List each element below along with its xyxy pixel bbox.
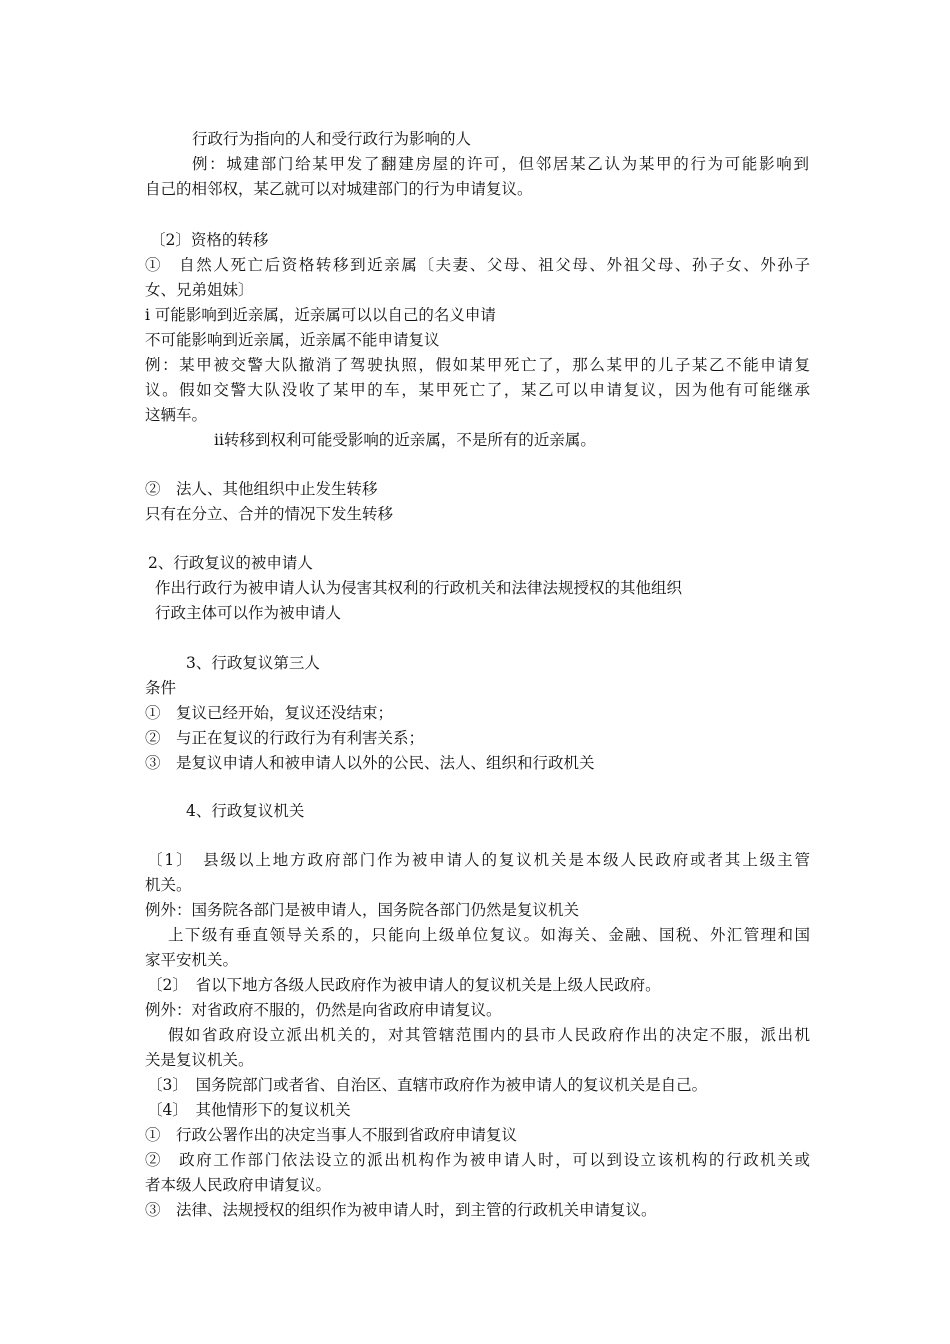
text-line: 这辆车。 bbox=[145, 406, 208, 424]
text-line: 只有在分立、合并的情况下发生转移 bbox=[145, 505, 394, 523]
text-line: 者本级人民政府申请复议。 bbox=[145, 1176, 332, 1194]
section-heading: 4、行政复议机关 bbox=[186, 802, 305, 820]
text-line: ③ 是复议申请人和被申请人以外的公民、法人、组织和行政机关 bbox=[145, 754, 595, 772]
text-line: ③ 法律、法规授权的组织作为被申请人时，到主管的行政机关申请复议。 bbox=[145, 1201, 657, 1219]
text-line: ① 复议已经开始，复议还没结束； bbox=[145, 704, 394, 722]
text-line: 不可能影响到近亲属，近亲属不能申请复议 bbox=[145, 331, 440, 349]
text-line: 条件 bbox=[145, 679, 177, 697]
text-line: ① 自然人死亡后资格转移到近亲属〔夫妻、父母、祖父母、外祖父母、孙子女、外孙子 bbox=[145, 256, 810, 274]
section-heading: 3、行政复议第三人 bbox=[186, 654, 320, 672]
text-line: 例外：对省政府不服的，仍然是向省政府申请复议。 bbox=[145, 1001, 502, 1019]
text-line: ② 法人、其他组织中止发生转移 bbox=[145, 480, 378, 498]
text-line: 上下级有垂直领导关系的，只能向上级单位复议。如海关、金融、国税、外汇管理和国 bbox=[168, 926, 810, 944]
text-line: i 可能影响到近亲属，近亲属可以以自己的名义申请 bbox=[145, 306, 496, 324]
text-line: ② 与正在复议的行政行为有利害关系； bbox=[145, 729, 425, 747]
section-heading: 2、行政复议的被申请人 bbox=[148, 554, 313, 572]
text-line: 关是复议机关。 bbox=[145, 1051, 254, 1069]
text-line: 家平安机关。 bbox=[145, 951, 239, 969]
text-line: 例外：国务院各部门是被申请人，国务院各部门仍然是复议机关 bbox=[145, 901, 580, 919]
text-line: 例：某甲被交警大队撤消了驾驶执照，假如某甲死亡了，那么某甲的儿子某乙不能申请复 bbox=[145, 356, 810, 374]
text-line: 假如省政府设立派出机关的，对其管辖范围内的县市人民政府作出的决定不服，派出机 bbox=[168, 1026, 810, 1044]
text-line: 〔3〕 国务院部门或者省、自治区、直辖市政府作为被申请人的复议机关是自己。 bbox=[147, 1076, 708, 1094]
text-line: 例：城建部门给某甲发了翻建房屋的许可，但邻居某乙认为某甲的行为可能影响到 bbox=[192, 155, 809, 173]
text-line: 作出行政行为被申请人认为侵害其权利的行政机关和法律法规授权的其他组织 bbox=[155, 579, 683, 597]
text-line: 〔2〕 省以下地方各级人民政府作为被申请人的复议机关是上级人民政府。 bbox=[147, 976, 661, 994]
text-line: 自己的相邻权，某乙就可以对城建部门的行为申请复议。 bbox=[145, 180, 533, 198]
text-line: 女、兄弟姐妹〕 bbox=[145, 281, 254, 299]
text-line: 行政行为指向的人和受行政行为影响的人 bbox=[192, 130, 472, 148]
text-line: ① 行政公署作出的决定当事人不服到省政府申请复议 bbox=[145, 1126, 518, 1144]
text-line: 〔1〕 县级以上地方政府部门作为被申请人的复议机关是本级人民政府或者其上级主管 bbox=[147, 851, 810, 869]
section-heading: 〔2〕资格的转移 bbox=[150, 231, 269, 249]
text-line: ② 政府工作部门依法设立的派出机构作为被申请人时，可以到设立该机构的行政机关或 bbox=[145, 1151, 810, 1169]
text-line: ⅱ转移到权利可能受影响的近亲属，不是所有的近亲属。 bbox=[214, 431, 596, 449]
text-line: 行政主体可以作为被申请人 bbox=[155, 604, 342, 622]
text-line: 机关。 bbox=[145, 876, 192, 894]
text-line: 议。假如交警大队没收了某甲的车，某甲死亡了，某乙可以申请复议，因为他有可能继承 bbox=[145, 381, 810, 399]
text-line: 〔4〕 其他情形下的复议机关 bbox=[147, 1101, 351, 1119]
